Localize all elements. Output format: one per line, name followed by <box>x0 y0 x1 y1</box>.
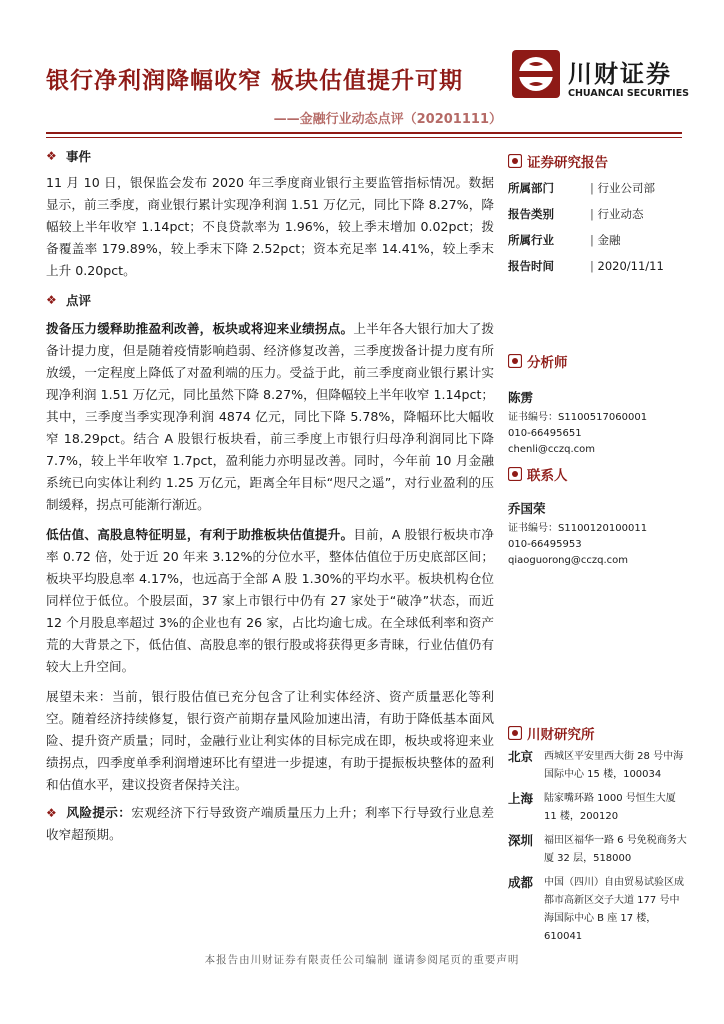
office-address: 中国（四川）自由贸易试验区成都市高新区交子大道 177 号中海国际中心 B 座 17 楼，610041 <box>544 877 684 942</box>
meta-row-industry <box>508 232 690 248</box>
header-divider-thin <box>46 137 682 138</box>
contact-panel <box>508 465 690 569</box>
comment-paragraph-2 <box>46 524 494 678</box>
meta-value: | 2020/11/11 <box>590 259 664 273</box>
meta-value: | 行业公司部 <box>590 180 655 196</box>
diamond-bullet-icon: ❖ <box>46 293 57 307</box>
meta-value: | 金融 <box>590 232 621 248</box>
institute-heading <box>508 724 690 742</box>
event-heading <box>46 148 494 164</box>
analyst-phone: 010-66495651 <box>508 428 582 439</box>
contact-email[interactable]: qiaoguorong@cczq.com <box>508 555 628 566</box>
meta-row-category <box>508 206 690 222</box>
office-city: 深圳 <box>508 833 534 848</box>
report-info-heading-label: 证券研究报告 <box>527 155 608 171</box>
report-subtitle: ——金融行业动态点评（20201111） <box>273 112 502 127</box>
risk-heading: 风险提示： <box>66 805 132 820</box>
contact-cert: 证书编号：S1100120100011 <box>508 523 648 534</box>
analyst-panel <box>508 352 690 458</box>
page-footer: 本报告由川财证券有限责任公司编制 谨请参阅尾页的重要声明 <box>204 954 520 966</box>
diamond-bullet-icon: ❖ <box>46 149 57 163</box>
brand-logo <box>512 50 692 106</box>
event-paragraph: 11 月 10 日，银保监会发布 2020 年三季度商业银行主要监管指标情况。数据显示，前三季度，商业银行累计实现净利润 1.51 万亿元，同比下降 8.27%，降幅较上半年收窄 1.14pct；不良贷款率为 1.96%，较上季末增加 0.02pct；拨备覆盖率 179.89%，较上季末下降 2.52pct；资本充足率 14.41%，较上季末上升 0.20pct。 <box>46 175 494 278</box>
analyst-heading-label: 分析师 <box>527 355 568 371</box>
diamond-bullet-icon: ❖ <box>46 806 57 820</box>
comment-p1-body: 上半年各大银行加大了拨备计提力度，但是随着疫情影响趋弱、经济修复改善，三季度拨备计提力度有所放缓，一定程度上降低了对盈利端的压力。受益于此，前三季度商业银行累计实现净利润 1.51 万亿元，同比虽然下降 8.27%，但降幅较上半年收窄 1.14pct；其中，三季度当季实现净利润 4874 亿元，同比下降 5.78%，降幅环比大幅收窄 18.29pct。结合 A 股银行板块看，前三季度上市银行归母净利润同比下降 7.7%，较上半年收窄 1.7pct，盈利能力亦明显改善。同时，今年前 10 月金融系统已向实体让利约 1.25 万亿元，距离全年目标“咫尺之遥”，对行业盈利的压制缓释，拐点可能渐行渐近。 <box>46 321 495 512</box>
comment-p1-lead: 拨备压力缓释助推盈利改善，板块或将迎来业绩拐点。 <box>46 321 354 336</box>
report-info-heading <box>508 152 690 170</box>
logo-chinese-name: 川财证券 <box>568 60 672 88</box>
logo-english-name: CHUANCAI SECURITIES <box>568 88 690 99</box>
meta-key: 所属行业 <box>508 233 554 247</box>
analyst-heading <box>508 352 690 370</box>
office-city: 上海 <box>508 791 534 806</box>
office-city: 北京 <box>508 749 534 764</box>
section-badge-icon <box>508 354 522 368</box>
office-address: 福田区福华一路 6 号免税商务大厦 32 层，518000 <box>544 835 687 864</box>
office-shanghai <box>508 790 690 826</box>
section-badge-icon <box>508 154 522 168</box>
contact-heading-label: 联系人 <box>527 468 568 484</box>
comment-heading <box>46 292 494 308</box>
comment-paragraph-1 <box>46 318 494 516</box>
meta-value: | 行业动态 <box>590 206 644 222</box>
header-divider <box>46 132 682 134</box>
section-badge-icon <box>508 467 522 481</box>
analyst-name: 陈雳 <box>508 390 534 405</box>
office-beijing <box>508 748 690 784</box>
report-info-panel <box>508 152 690 274</box>
comment-heading-label: 点评 <box>66 293 92 308</box>
meta-row-department <box>508 180 690 196</box>
section-badge-icon <box>508 726 522 740</box>
event-heading-label: 事件 <box>66 149 92 164</box>
office-chengdu <box>508 874 690 946</box>
office-city: 成都 <box>508 875 534 890</box>
meta-key: 所属部门 <box>508 181 554 195</box>
contact-heading <box>508 465 690 483</box>
office-shenzhen <box>508 832 690 868</box>
office-address: 陆家嘴环路 1000 号恒生大厦 11 楼，200120 <box>544 793 676 822</box>
office-address: 西城区平安里西大街 28 号中海国际中心 15 楼，100034 <box>544 751 684 780</box>
comment-paragraph-3: 展望未来：当前，银行股估值已充分包含了让利实体经济、资产质量恶化等利空。随着经济持续修复，银行资产前期存量风险加速出清，有助于降低基本面风险、提升资产质量；同时，金融行业让利实体的目标完成在即，板块或将迎来业绩拐点，四季度单季利润增速环比有望进一步提速，有助于提振板块整体的盈利和估值水平，建议投资者保持关注。 <box>46 689 494 792</box>
contact-phone: 010-66495953 <box>508 539 582 550</box>
meta-key: 报告类别 <box>508 207 554 221</box>
comment-p2-body: 目前，A 股银行板块市净率 0.72 倍，处于近 20 年来 3.12%的分位水平，整体估值位于历史底部区间；板块平均股息率 4.17%，也远高于全部 A 股 1.30%的平均水平。板块机构仓位同样位于低位。个股层面，37 家上市银行中仍有 27 家处于“破净”状态，而近 12 个月股息率超过 3%的企业也有 26 家，占比均逾七成。在全球低利率和资产荒的大背景之下，低估值、高股息率的银行股或将获得更多青睐，行业估值仍有较大上升空间。 <box>46 527 494 674</box>
meta-key: 报告时间 <box>508 259 554 273</box>
contact-name: 乔国荣 <box>508 501 546 516</box>
risk-text: 宏观经济下行导致资产端质量压力上升；利率下行导致行业息差收窄超预期。 <box>46 805 495 842</box>
meta-row-date <box>508 258 690 274</box>
analyst-email[interactable]: chenli@cczq.com <box>508 444 596 455</box>
risk-paragraph <box>46 802 494 846</box>
report-title: 银行净利润降幅收窄 板块估值提升可期 <box>46 68 464 94</box>
institute-heading-label: 川财研究所 <box>527 727 595 743</box>
comment-p2-lead: 低估值、高股息特征明显，有利于助推板块估值提升。 <box>46 527 354 542</box>
main-content <box>46 148 494 846</box>
chuancai-logo-icon <box>512 50 560 98</box>
analyst-cert: 证书编号：S1100517060001 <box>508 412 648 423</box>
institute-panel <box>508 724 690 946</box>
